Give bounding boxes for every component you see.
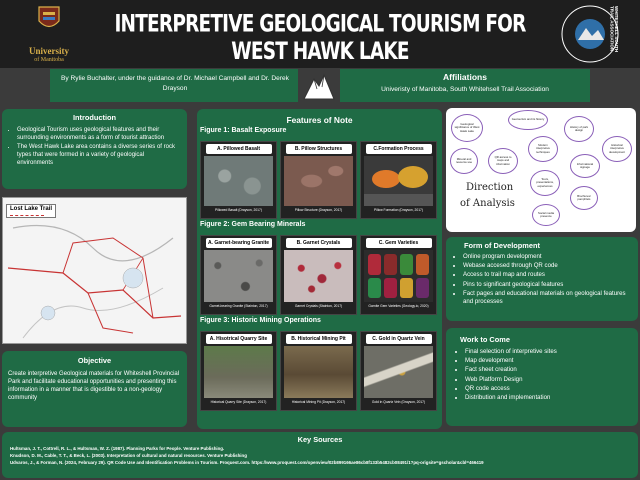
fig-caption: Pillow Formation (Drayson, 2017) [374,208,423,212]
list-item: • Web Platform Design [465,376,632,384]
fig3-item-c [360,331,437,411]
analysis-node: Modern interpretive techniques [528,136,558,162]
list-item: • Map development [465,357,632,365]
map-graphic [3,198,188,345]
diagram-formation-process [364,156,433,206]
fig2-item-b [280,235,357,315]
objective-text: Create interpretive Geological materials for Whiteshell Provincial Park and facilitate educational opportunities and presenting this information in a manner that is digestible to a non-geology community [8,371,180,402]
photo-quarry-site [204,346,273,398]
objective-panel [2,351,187,427]
analysis-node: Mineral and resource use [450,148,478,174]
fig-caption: Historical Mining Pit (Drayson, 2017) [291,400,346,404]
fig-label: A. Garnet-bearing Granite [206,238,272,248]
development-list [454,253,632,306]
page-title: INTERPRETIVE GEOLOGICAL TOURISM FOR WEST HAWK LAKE [114,10,526,66]
list-item: • Fact pages and educational materials on geological features and processes [463,290,632,306]
sources-title: Key Sources [297,435,343,444]
sources-panel [2,432,638,478]
trail-logo-text: WHITESHELL SOUTH TRAIL ASSOCIATION [609,6,619,53]
fig-caption: Pillowed Basalt (Drayson, 2017) [215,208,262,212]
fig-caption: Garnet Crystals (Stainton, 2017) [294,304,343,308]
map-legend-label: Lost Lake Trail [10,206,53,212]
affiliations-title: Affiliations [443,72,487,82]
analysis-node: History of park design [564,116,594,142]
list-item: • Distribution and implementation [465,394,632,402]
photo-gem-varieties [364,250,433,302]
fig-label: B. Historical Mining Pit [286,334,352,344]
sources-ref-3: Udvaros, J., & Forman, N. (2024, February 29). QR Code Use and Identification Problems in Tourism. Proquest.com. https://www.proquest.com/openview/02b899166ae86cb8f133b5482cb08491/1?pq-origsite=gscholar&cbl=466419 [10,459,484,465]
fig-caption: Pillow Structure (Drayson, 2017) [294,208,343,212]
list-item: • Webase accesed through QR code [463,262,632,270]
photo-mining-pit [284,346,353,398]
objective-title: Objective [77,356,112,365]
sources-ref-1: Hultsman, J. T., Cottrell, R. L., & Hultsman, W. Z. (1987). Planning Parks for People. Venture Publishing. [10,446,225,451]
mountain-icon [302,71,336,101]
work-panel [446,328,638,426]
legend-line [10,215,44,216]
fig1-item-a [200,141,277,219]
list-item: • Pins to significant geological features [463,281,632,289]
sources-ref-2: Knudson, D. M., Cable, T. T., & Beck, L. (2003). Interpretation of cultural and natural resources. Venture Publishing [10,452,247,458]
fig1-heading: Figure 1: Basalt Exposure [200,127,287,134]
features-title: Features of Note [286,115,353,125]
fig-label: C. Gem Varieties [366,238,432,248]
photo-garnet-crystals [284,250,353,302]
fig2-item-c [360,235,437,315]
fig-caption: Historical Quarry Site (Drayson, 2017) [210,400,267,404]
photo-gold-quartz [364,346,433,398]
list-item: • QR code access [465,385,632,393]
fig3-item-b [280,331,357,411]
introduction-panel [2,109,187,189]
list-item: • Access to trail map and routes [463,271,632,279]
fig2-heading: Figure 2: Gem Bearing Minerals [200,221,306,228]
affiliations-text: Univeristy of Manitoba, South Whitehsell Trail Association [381,86,549,93]
fig-label: A. Hisotrical Quarry Site [206,334,272,344]
introduction-title: Introduction [72,113,117,122]
map-legend [6,204,56,218]
fig3-item-a [200,331,277,411]
university-name-sub: of Manitoba [34,57,64,63]
header-bar [0,0,640,68]
fig-label: B. Pillow Structures [286,144,352,154]
fig-caption: Garnite Gem Varieties (Geology.io, 2020) [368,304,429,308]
work-list [456,348,632,402]
introduction-list [8,126,181,167]
crest-icon [38,6,60,32]
list-item: • The West Hawk Lake area contains a diverse series of rock types that were formed in a variety of geological environments [17,143,181,167]
university-name: University [29,46,69,56]
development-panel [446,237,638,321]
fig-caption: Garnet-bearing Granite (Stainton, 2017) [209,304,268,308]
analysis-title-2: of Analysis [460,198,515,209]
photo-garnet-granite [204,250,273,302]
list-item: • Geological Tourism uses geological features and their surrounding environments as a form of tourist attraction [17,126,181,142]
work-title: Work to Come [460,335,510,344]
analysis-node: QR access to maps and information [488,148,518,174]
authors-text: By Rylie Buchalter, under the guidance of Dr. Michael Campbell and Dr. Derek Drayson [61,75,289,93]
trail-map [2,197,187,344]
fig1-item-c [360,141,437,219]
list-item: • Fact sheet creation [465,366,632,374]
fig2-item-a [200,235,277,315]
university-logo [18,4,80,66]
fig-label: B. Garnet Crystals [286,238,352,248]
fig-caption: Gold in Quartz Vein (Drayson, 2017) [371,400,426,404]
fig-label: C.Formation Process [366,144,432,154]
photo-pillow-structures [284,156,353,206]
list-item: • Online program development [463,253,632,261]
analysis-node: Historical interpretive development [602,136,632,162]
fig3-heading: Figure 3: Historic Mining Operations [200,317,321,324]
analysis-title-1: Direction [466,182,514,193]
fig1-item-b [280,141,357,219]
analysis-node: Tours, presentations, experiences [530,170,560,196]
photo-pillowed-basalt [204,156,273,206]
analysis-node: Social media presence [532,204,560,226]
fig-label: C. Gold in Quartz Vein [366,334,432,344]
list-item: • Final selection of interpretive sites [465,348,632,356]
analysis-node: Geological significance of West Hawk Lake [451,114,483,142]
analysis-node: Geotourism and its history [508,110,548,130]
trail-association-logo [560,4,624,66]
fig-label: A. Pillowed Basalt [206,144,272,154]
analysis-node: Informational signage [570,154,600,178]
analysis-node: Brochures/ pamphlets [570,186,598,210]
analysis-panel [446,108,636,232]
development-title: Form of Development [464,241,540,250]
